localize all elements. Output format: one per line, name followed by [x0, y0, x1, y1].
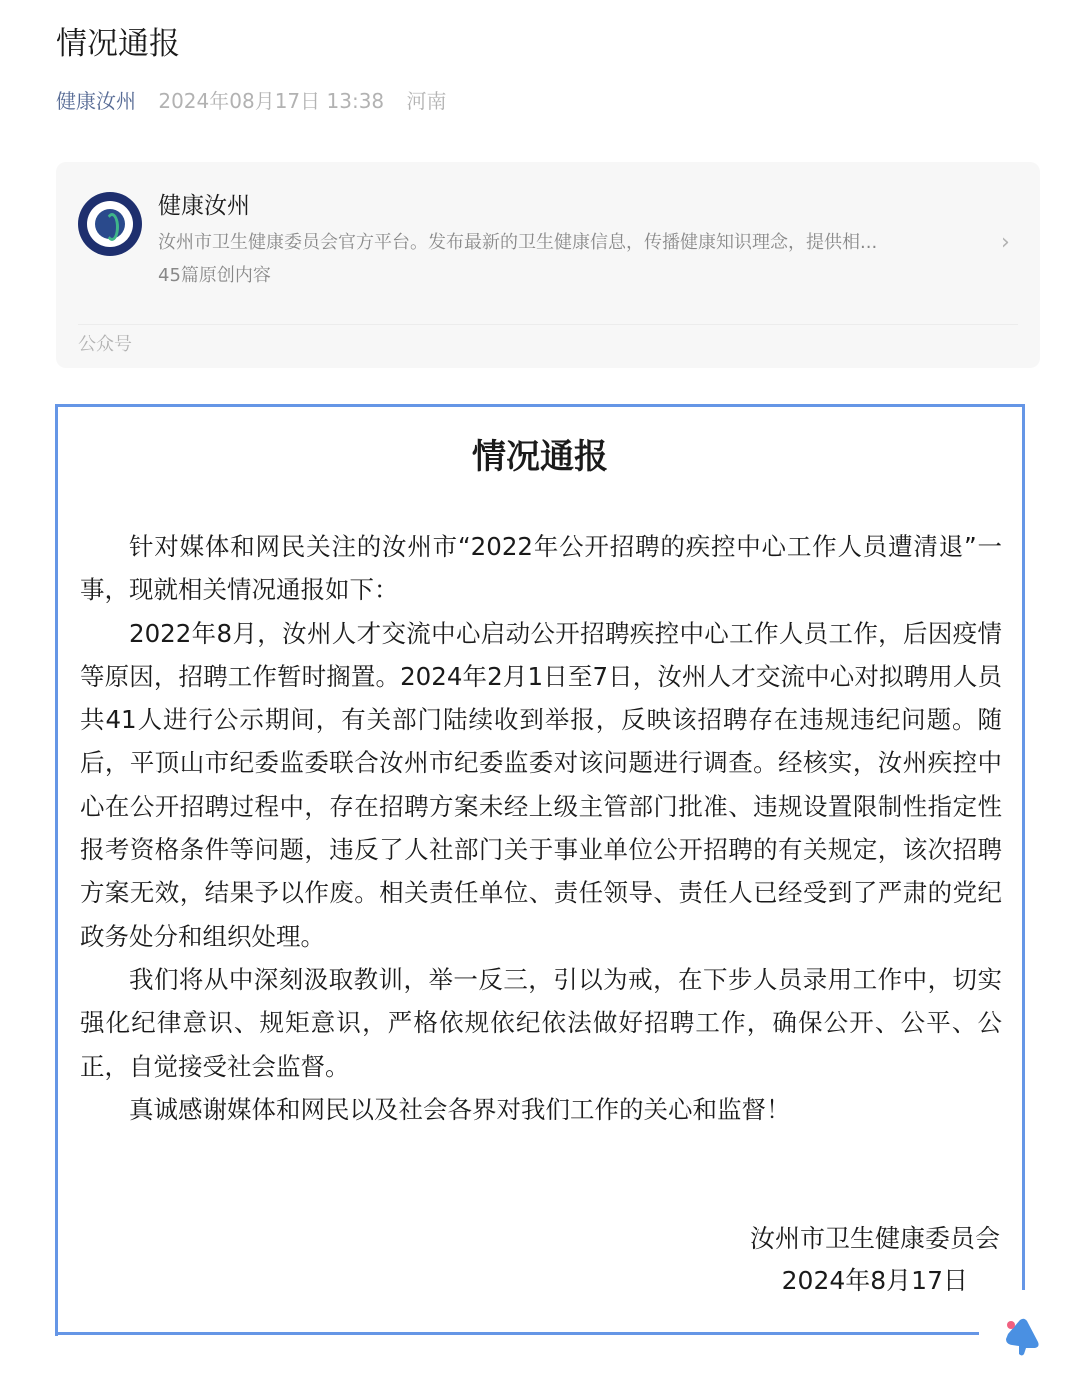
document-body [80, 525, 1002, 1131]
frame-border-top [55, 404, 1025, 407]
account-name: 健康汝州 [158, 193, 250, 219]
paragraph-thanks: 真诚感谢媒体和网民以及社会各界对我们工作的关心和监督！ [129, 1094, 791, 1124]
signature-block [750, 1218, 1000, 1302]
megaphone-icon [1002, 1314, 1042, 1358]
chevron-right-icon[interactable]: › [1001, 230, 1010, 255]
article-title: 情况通报 [56, 26, 180, 62]
account-type-label: 公众号 [78, 334, 132, 355]
card-divider [78, 324, 1018, 325]
health-commission-logo-icon [78, 192, 142, 256]
paragraph-intro: 针对媒体和网民关注的汝州市“2022年公开招聘的疾控中心工作人员遭清退”一事，现就相关情况通报如下： [80, 532, 1002, 605]
publish-time: 2024年08月17日 13:38 [158, 89, 385, 113]
document-title: 情况通报 [472, 437, 608, 477]
signature-org: 汝州市卫生健康委员会 [749, 1224, 1000, 1253]
original-count: 45篇原创内容 [158, 265, 271, 286]
publish-location: 河南 [406, 89, 447, 113]
account-description: 汝州市卫生健康委员会官方平台。发布最新的卫生健康信息，传播健康知识理念，提供相... [158, 232, 878, 253]
paragraph-details: 2022年8月，汝州人才交流中心启动公开招聘疾控中心工作人员工作，后因疫情等原因，招聘工作暂时搁置。2024年2月1日至7日，汝州人才交流中心对拟聘用人员共41人进行公示期间，有关部门陆续收到举报，反映该招聘存在违规违纪问题。随后，平顶山市纪委监委联合汝州市纪委监委对该问题进行调查。经核实，汝州疾控中心在公开招聘过程中，存在招聘方案未经上级主管部门批准、违规设置限制性指定性报考资格条件等问题，违反了人社部门关于事业单位公开招聘的有关规定，该次招聘方案无效，结果予以作废。相关责任单位、责任领导、责任人已经受到了严肃的党纪政务处分和组织处理。 [80, 618, 1002, 951]
account-card[interactable] [56, 162, 1040, 368]
article-meta [56, 86, 447, 116]
paragraph-commitment: 我们将从中深刻汲取教训，举一反三，引以为戒，在下步人员录用工作中，切实强化纪律意识、规矩意识，严格依规依纪依法做好招聘工作，确保公开、公平、公正，自觉接受社会监督。 [80, 964, 1002, 1081]
frame-border-left [55, 404, 58, 1336]
frame-border-right [1022, 404, 1025, 1290]
author-link[interactable]: 健康汝州 [56, 89, 136, 113]
frame-border-bottom [55, 1332, 979, 1335]
signature-date: 2024年8月17日 [781, 1266, 968, 1295]
